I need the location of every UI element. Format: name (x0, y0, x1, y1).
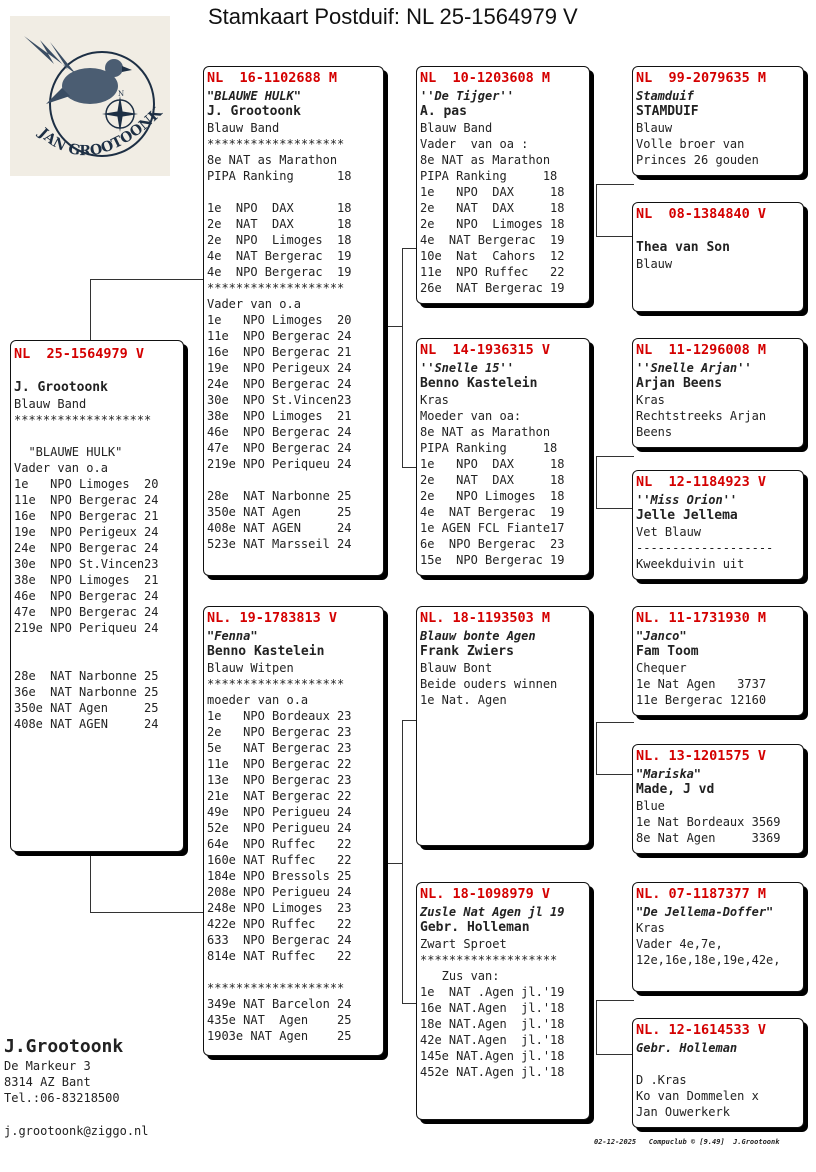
card-line: 11e NPO Ruffec 22 (420, 265, 565, 279)
card-line: 10e Nat Cahors 12 (420, 249, 565, 263)
card-line: 1e Nat Bordeaux 3569 (636, 815, 781, 829)
card-line: 1e NPO DAX 18 (420, 185, 565, 199)
pedigree-card-fmf (632, 338, 804, 448)
breeder-name: Made, J vd (636, 782, 715, 797)
pedigree-card-mff (632, 606, 804, 716)
card-line: 219e NPO Periqueu 24 (207, 457, 352, 471)
card-line: 2e NAT DAX 18 (207, 217, 352, 231)
pigeon-name: "BLAUWE HULK" (207, 89, 301, 103)
card-line: 4e NAT Bergerac 19 (420, 505, 565, 519)
card-line: 11e NPO Bergerac 24 (207, 329, 352, 343)
breeder-name: Benno Kastelein (207, 644, 325, 659)
card-line: 2e NAT DAX 18 (420, 201, 565, 215)
card-line: 46e NPO Bergerac 24 (14, 589, 159, 603)
card-line (207, 184, 380, 200)
pedigree-card-ffm (632, 202, 804, 312)
card-line: Chequer (636, 661, 687, 675)
pedigree-card-mmf (632, 882, 804, 992)
ring-number: NL. 11-1731930 M (636, 610, 767, 626)
connector-line (90, 279, 205, 280)
owner-city: 8314 AZ Bant (4, 1075, 91, 1089)
card-line: ******************* (420, 953, 558, 967)
pedigree-card-mother-mother (416, 882, 590, 1120)
pigeon-name: Blauw bonte Agen (420, 629, 536, 643)
card-line: 350e NAT Agen 25 (207, 505, 352, 519)
card-line: 422e NPO Ruffec 22 (207, 917, 352, 931)
card-line: 2e NPO Limoges 18 (420, 217, 565, 231)
card-line: Beide ouders winnen (420, 677, 558, 691)
card-line: ------------------- (636, 541, 774, 555)
connector-line (596, 236, 634, 237)
owner-street: De Markeur 3 (4, 1059, 91, 1073)
pigeon-logo-icon (10, 16, 170, 176)
card-line: 36e NAT Narbonne 25 (14, 685, 159, 699)
ring-number: NL 16-1102688 M (207, 70, 338, 86)
card-line: 30e NPO St.Vincen23 (207, 393, 352, 407)
pigeon-name: ''De Tijger'' (420, 89, 514, 103)
pedigree-card-father-mother (416, 338, 590, 576)
card-line: 814e NAT Ruffec 22 (207, 949, 352, 963)
card-line: 38e NPO Limoges 21 (14, 573, 159, 587)
pigeon-name: ''Snelle 15'' (420, 361, 514, 375)
pedigree-card-fmm (632, 470, 804, 580)
card-line: Rechtstreeks Arjan (636, 409, 767, 423)
ring-number: NL 08-1384840 V (636, 206, 767, 222)
card-line: 2e NPO Bergerac 23 (207, 725, 352, 739)
card-line: PIPA Ranking 18 (420, 169, 558, 183)
spacer (636, 224, 800, 240)
card-line: Vader van o.a (14, 461, 108, 475)
card-line: 208e NPO Perigueu 24 (207, 885, 352, 899)
card-line: 1e NPO Limoges 20 (207, 313, 352, 327)
card-line: Blauw Bont (420, 661, 493, 675)
connector-line (596, 184, 634, 185)
pedigree-card-father-father (416, 66, 590, 304)
connector-line (596, 456, 634, 457)
breeder-name: Gebr. Holleman (420, 920, 530, 935)
card-line: 4e NAT Bergerac 19 (420, 233, 565, 247)
breeder-name: A. pas (420, 104, 467, 119)
card-line: Kras (636, 921, 665, 935)
connector-line (90, 852, 91, 912)
card-line: 1e Nat Agen 3737 (636, 677, 767, 691)
pigeon-name: "Mariska" (636, 767, 702, 781)
card-line: ******************* (207, 981, 345, 995)
ring-number: NL 11-1296008 M (636, 342, 767, 358)
card-line: 435e NAT Agen 25 (207, 1013, 352, 1027)
card-line: 19e NPO Perigeux 24 (14, 525, 159, 539)
footer-credit: 02-12-2025 Compuclub © [9.49] J.Grootoonk (594, 1138, 780, 1146)
card-line: 452e NAT.Agen jl.'18 (420, 1065, 565, 1079)
card-line: 8e NAT as Marathon (420, 153, 551, 167)
card-line: 1e NAT .Agen jl.'19 (420, 985, 565, 999)
card-line: 633 NPO Bergerac 24 (207, 933, 352, 947)
pedigree-card-father (203, 66, 384, 576)
card-line: 24e NPO Bergerac 24 (14, 541, 159, 555)
card-line: 16e NPO Bergerac 21 (14, 509, 159, 523)
breeder-name: J. Grootoonk (14, 380, 108, 395)
card-line: Vet Blauw (636, 525, 702, 539)
pedigree-card-mmm (632, 1018, 804, 1128)
card-line: Jan Ouwerkerk (636, 1105, 730, 1119)
card-line: Moeder van oa: (420, 409, 522, 423)
card-line: 523e NAT Marsseil 24 (207, 537, 352, 551)
card-line: Vader van oa : (420, 137, 529, 151)
connector-line (596, 1000, 597, 1054)
card-line: "BLAUWE HULK" (14, 445, 123, 459)
card-line: D .Kras (636, 1073, 687, 1087)
card-line: 1e Nat. Agen (420, 693, 507, 707)
ring-number: NL 99-2079635 M (636, 70, 767, 86)
pedigree-card-mfm (632, 744, 804, 854)
card-line: 18e NAT.Agen jl.'18 (420, 1017, 565, 1031)
pigeon-name: Gebr. Holleman (636, 1041, 738, 1055)
card-line: moeder van o.a (207, 693, 309, 707)
connector-line (596, 1054, 634, 1055)
connector-line (596, 722, 634, 723)
owner-address (4, 1036, 123, 1106)
owner-phone: Tel.:06-83218500 (4, 1091, 120, 1105)
card-line: 184e NPO Bressols 25 (207, 869, 352, 883)
breeder-name: Benno Kastelein (420, 376, 538, 391)
breeder-name: J. Grootoonk (207, 104, 301, 119)
card-line: 8e NAT as Marathon (420, 425, 551, 439)
card-line: 2e NPO Limoges 18 (207, 233, 352, 247)
card-line: Kweekduivin uit (636, 557, 745, 571)
breeder-name: STAMDUIF (636, 104, 699, 119)
card-line: Vader 4e,7e, (636, 937, 723, 951)
card-line: 46e NPO Bergerac 24 (207, 425, 352, 439)
card-line: ******************* (207, 677, 345, 691)
card-line (636, 1056, 800, 1072)
card-line: ******************* (14, 413, 152, 427)
card-line: 1e AGEN FCL Fiante17 (420, 521, 565, 535)
card-line: Blauw Witpen (207, 661, 294, 675)
card-line: Princes 26 gouden (636, 153, 759, 167)
pigeon-name: Zusle Nat Agen jl 19 (420, 905, 565, 919)
card-line: 408e NAT AGEN 24 (207, 521, 352, 535)
pigeon-name: "Fenna" (207, 629, 258, 643)
card-line: 1e NPO Bordeaux 23 (207, 709, 352, 723)
breeder-name: Fam Toom (636, 644, 699, 659)
owner-email[interactable]: j.grootoonk@ziggo.nl (4, 1124, 149, 1138)
breeder-name: Jelle Jellema (636, 508, 738, 523)
card-line: 28e NAT Narbonne 25 (14, 669, 159, 683)
connector-line (384, 863, 402, 864)
ring-number: NL. 07-1187377 M (636, 886, 767, 902)
pigeon-name: ''Miss Orion'' (636, 493, 738, 507)
connector-line (402, 720, 403, 1004)
ring-number: NL. 18-1193503 M (420, 610, 551, 626)
card-line: Ko van Dommelen x (636, 1089, 759, 1103)
card-line: Beens (636, 425, 673, 439)
card-line: ******************* (207, 137, 345, 151)
card-line: 38e NPO Limoges 21 (207, 409, 352, 423)
pedigree-card-mother (203, 606, 384, 1056)
card-line: 248e NPO Limoges 23 (207, 901, 352, 915)
card-line: 28e NAT Narbonne 25 (207, 489, 352, 503)
pedigree-card-subject (10, 340, 184, 852)
card-line (207, 964, 380, 980)
card-line: 1903e NAT Agen 25 (207, 1029, 352, 1043)
svg-text:N: N (118, 90, 125, 98)
connector-line (596, 722, 597, 774)
breeder-name: Arjan Beens (636, 376, 723, 391)
card-line: 350e NAT Agen 25 (14, 701, 159, 715)
card-line: 11e NPO Bergerac 22 (207, 757, 352, 771)
spacer (14, 364, 180, 380)
breeder-name: Frank Zwiers (420, 644, 514, 659)
card-line: Zwart Sproet (420, 937, 507, 951)
ring-number: NL 10-1203608 M (420, 70, 551, 86)
ring-number: NL. 18-1098979 V (420, 886, 551, 902)
page-title: Stamkaart Postduif: NL 25-1564979 V (208, 4, 578, 29)
card-line: 2e NPO Limoges 18 (420, 489, 565, 503)
card-line: 5e NAT Bergerac 23 (207, 741, 352, 755)
card-line: Blauw Band (420, 121, 493, 135)
owner-name: J.Grootoonk (4, 1036, 124, 1057)
card-line: 47e NPO Bergerac 24 (207, 441, 352, 455)
card-line: 24e NPO Bergerac 24 (207, 377, 352, 391)
ring-number: NL. 19-1783813 V (207, 610, 338, 626)
card-line: 15e NPO Bergerac 19 (420, 553, 565, 567)
card-line: 8e NAT as Marathon (207, 153, 338, 167)
card-line: 1e NPO DAX 18 (207, 201, 352, 215)
logo-text: JAN GROOTOONK (35, 104, 166, 160)
card-line: Zus van: (420, 969, 500, 983)
card-line: 30e NPO St.Vincen23 (14, 557, 159, 571)
card-line: 2e NAT DAX 18 (420, 473, 565, 487)
connector-line (402, 248, 403, 468)
card-line: Vader van o.a (207, 297, 301, 311)
connector-line (596, 1000, 634, 1001)
card-line: 16e NPO Bergerac 21 (207, 345, 352, 359)
card-line (207, 472, 380, 488)
card-line: Blauw Band (207, 121, 280, 135)
card-line: 1e NPO DAX 18 (420, 457, 565, 471)
pigeon-name: "Janco" (636, 629, 687, 643)
card-line: 26e NAT Bergerac 19 (420, 281, 565, 295)
card-line: 408e NAT AGEN 24 (14, 717, 159, 731)
card-line: 145e NAT.Agen jl.'18 (420, 1049, 565, 1063)
card-line: 1e NPO Limoges 20 (14, 477, 159, 491)
card-line: PIPA Ranking 18 (420, 441, 558, 455)
card-line: 219e NPO Periqueu 24 (14, 621, 159, 635)
connector-line (596, 508, 634, 509)
card-line: 19e NPO Perigeux 24 (207, 361, 352, 375)
card-line: 6e NPO Bergerac 23 (420, 537, 565, 551)
connector-line (596, 774, 634, 775)
card-line: Kras (420, 393, 449, 407)
card-line: 11e NPO Bergerac 24 (14, 493, 159, 507)
card-line: 4e NPO Bergerac 19 (207, 265, 352, 279)
card-line: 12e,16e,18e,19e,42e, (636, 953, 781, 967)
ring-number: NL 12-1184923 V (636, 474, 767, 490)
card-line: 160e NAT Ruffec 22 (207, 853, 352, 867)
card-line: Volle broer van (636, 137, 745, 151)
card-line: Kras (636, 393, 665, 407)
pigeon-name: "De Jellema-Doffer" (636, 905, 774, 919)
card-line (14, 428, 180, 444)
connector-line (384, 326, 402, 327)
ring-number: NL. 12-1614533 V (636, 1022, 767, 1038)
pigeon-name: ''Snelle Arjan'' (636, 361, 752, 375)
connector-line (90, 279, 91, 341)
card-line: 349e NAT Barcelon 24 (207, 997, 352, 1011)
card-line: ******************* (207, 281, 345, 295)
card-line (14, 652, 180, 668)
card-line: 13e NPO Bergerac 23 (207, 773, 352, 787)
card-line (14, 636, 180, 652)
card-line: 16e NAT.Agen jl.'18 (420, 1001, 565, 1015)
connector-line (596, 456, 597, 508)
card-line: 11e Bergerac 12160 (636, 693, 767, 707)
card-line: 52e NPO Perigueu 24 (207, 821, 352, 835)
card-line: PIPA Ranking 18 (207, 169, 352, 183)
card-line: Blauw (636, 257, 673, 271)
card-line: 49e NPO Perigueu 24 (207, 805, 352, 819)
logo (10, 16, 170, 176)
card-line: Blauw (636, 121, 673, 135)
card-line: 4e NAT Bergerac 19 (207, 249, 352, 263)
card-line: 21e NAT Bergerac 22 (207, 789, 352, 803)
ring-number: NL 14-1936315 V (420, 342, 551, 358)
svg-text:JAN GROOTOONK (34, 104, 166, 159)
pedigree-card-fff (632, 66, 804, 176)
connector-line (90, 912, 205, 913)
card-line: 47e NPO Bergerac 24 (14, 605, 159, 619)
card-line: 8e Nat Agen 3369 (636, 831, 781, 845)
card-line: Blue (636, 799, 665, 813)
card-line: 42e NAT.Agen jl.'18 (420, 1033, 565, 1047)
pedigree-card-mother-father (416, 606, 590, 846)
ring-number: NL. 13-1201575 V (636, 748, 767, 764)
card-line: Blauw Band (14, 397, 87, 411)
card-line: 64e NPO Ruffec 22 (207, 837, 352, 851)
connector-line (596, 184, 597, 236)
pigeon-name: Stamduif (636, 89, 694, 103)
ring-number: NL 25-1564979 V (14, 346, 145, 362)
breeder-name: Thea van Son (636, 240, 730, 255)
